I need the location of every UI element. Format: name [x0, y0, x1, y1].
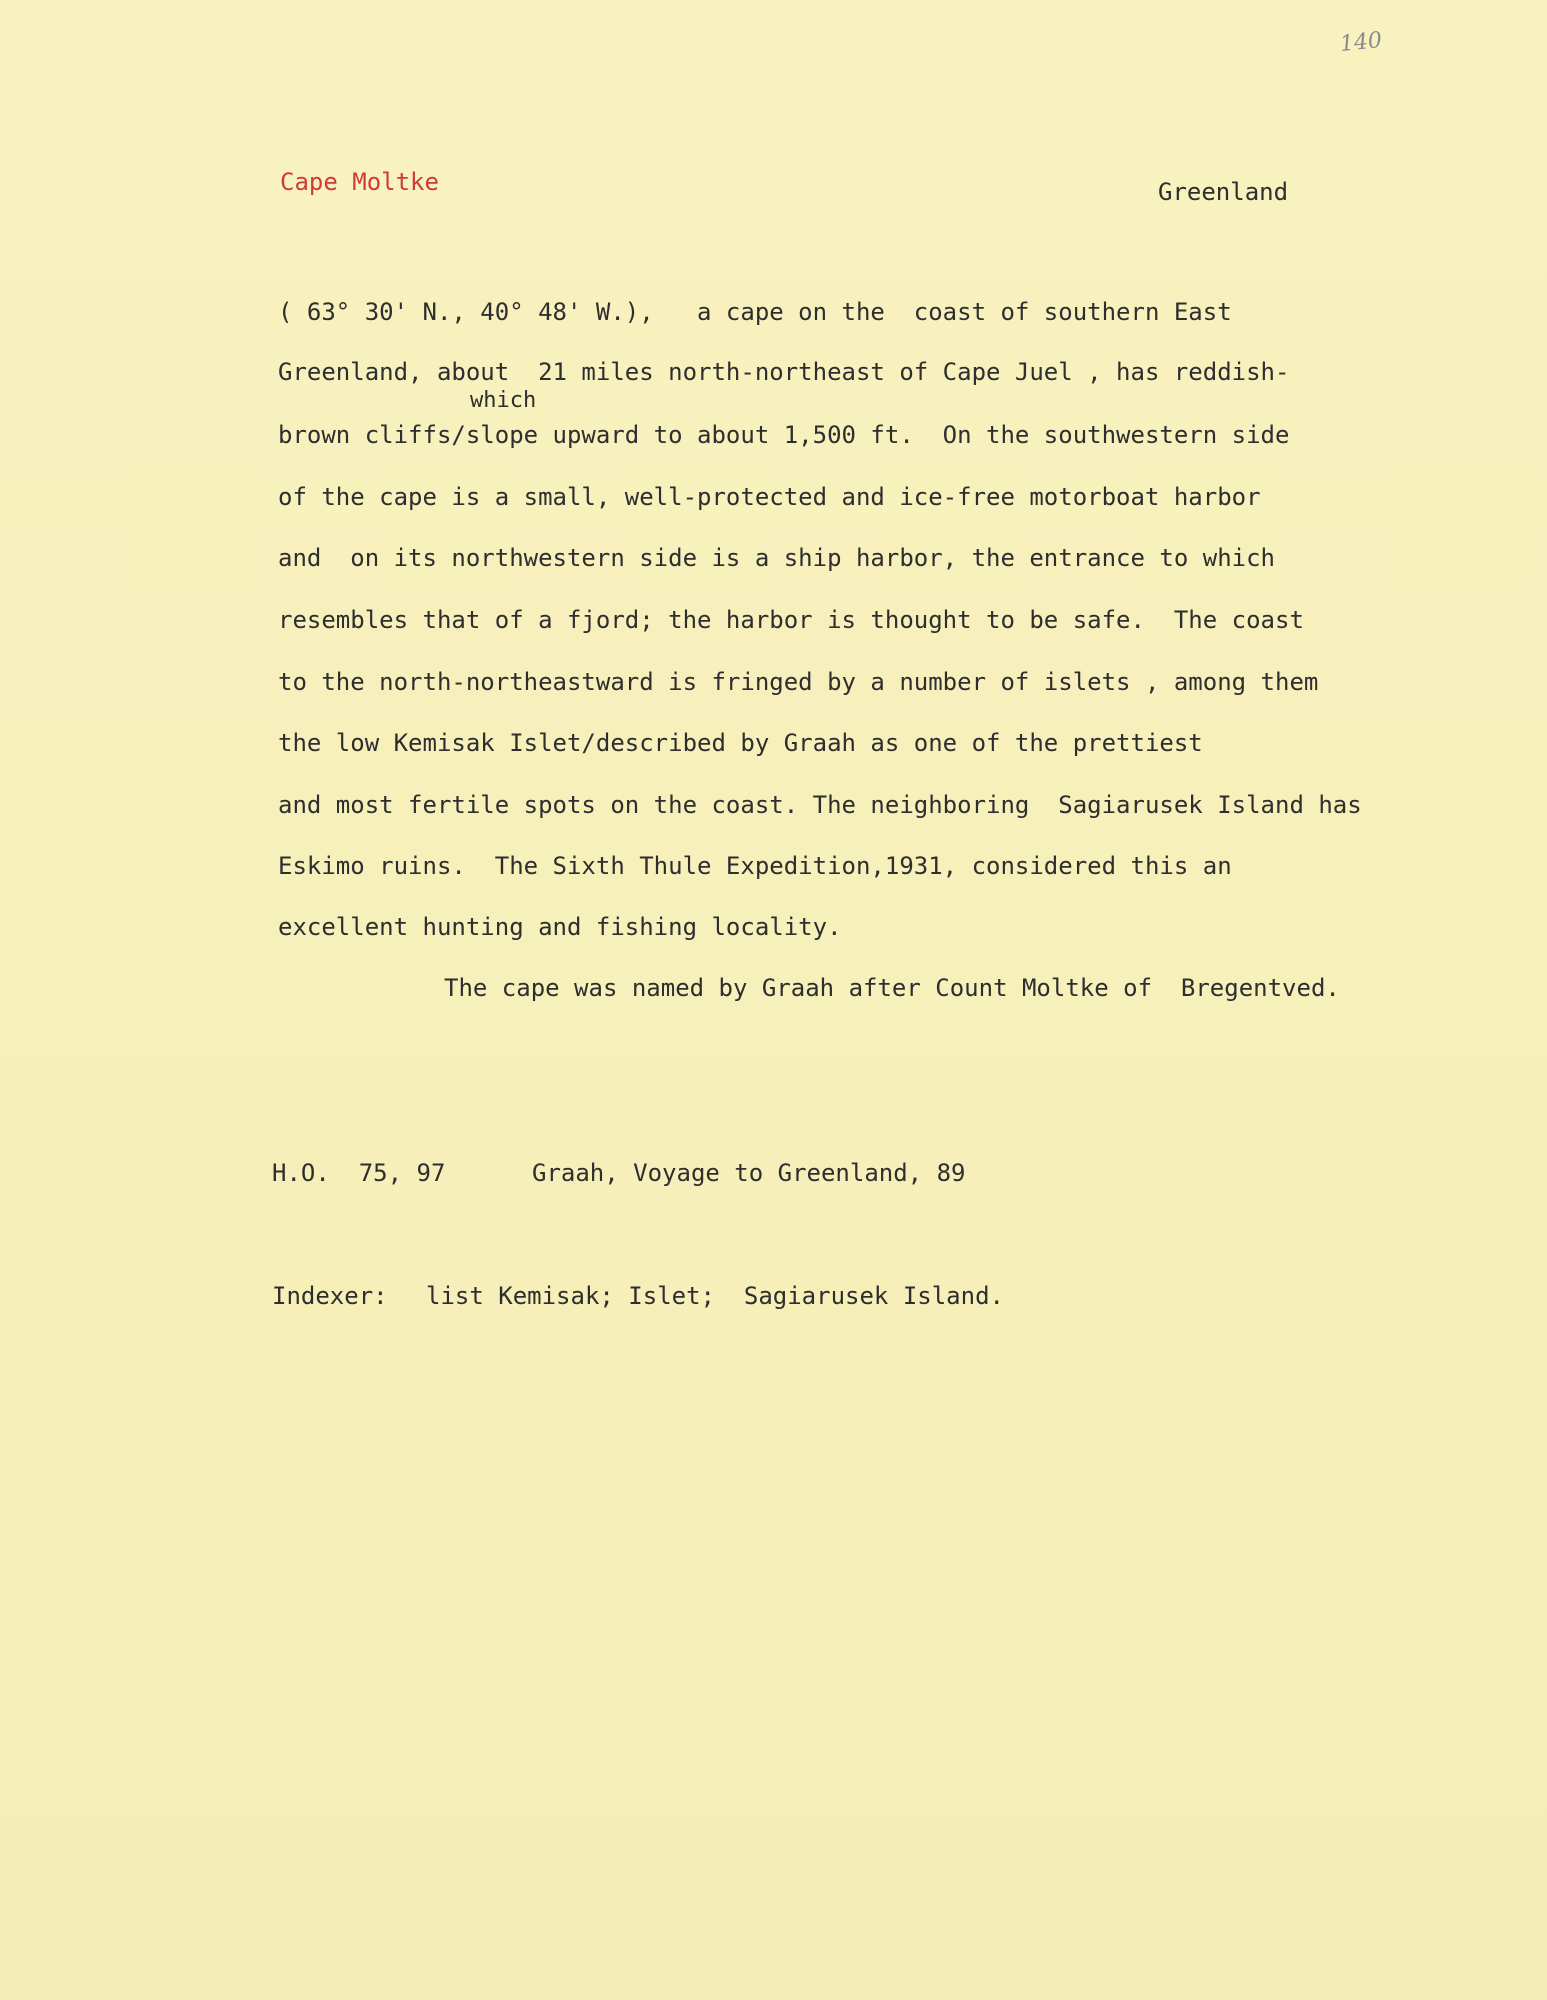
indexer-label: Indexer:	[272, 1282, 388, 1310]
reference-source: H.O. 75, 97	[272, 1159, 446, 1187]
body-line-11: excellent hunting and fishing locality.	[278, 913, 842, 941]
indexer-text: list Kemisak; Islet; Sagiarusek Island.	[426, 1282, 1004, 1310]
body-line-9: and most fertile spots on the coast. The neighboring Sagiarusek Island has	[278, 791, 1362, 819]
entry-region: Greenland	[1158, 178, 1289, 206]
body-line-4: of the cape is a small, well-protected and ice-free motorboat harbor	[278, 483, 1261, 511]
closing-line: The cape was named by Graah after Count Moltke of Bregentved.	[444, 974, 1340, 1002]
body-line-6: resembles that of a fjord; the harbor is thought to be safe. The coast	[278, 606, 1304, 634]
body-line-7: to the north-northeastward is fringed by a number of islets , among them	[278, 668, 1319, 696]
page-number-annotation: 140	[1338, 27, 1384, 58]
body-line-5: and on its northwestern side is a ship harbor, the entrance to which	[278, 544, 1275, 572]
body-line-1: ( 63° 30' N., 40° 48' W.), a cape on the coast of southern East	[278, 298, 1232, 326]
body-line-10: Eskimo ruins. The Sixth Thule Expedition,1931, considered this an	[278, 852, 1232, 880]
handwritten-insert: which	[470, 388, 537, 413]
body-line-3: brown cliffs/slope upward to about 1,500 ft. On the southwestern side	[278, 421, 1290, 449]
reference-citation: Graah, Voyage to Greenland, 89	[532, 1159, 966, 1187]
entry-title: Cape Moltke	[280, 168, 439, 196]
body-line-8: the low Kemisak Islet/described by Graah as one of the prettiest	[278, 729, 1203, 757]
body-line-2: Greenland, about 21 miles north-northeast of Cape Juel , has reddish-	[278, 358, 1290, 386]
